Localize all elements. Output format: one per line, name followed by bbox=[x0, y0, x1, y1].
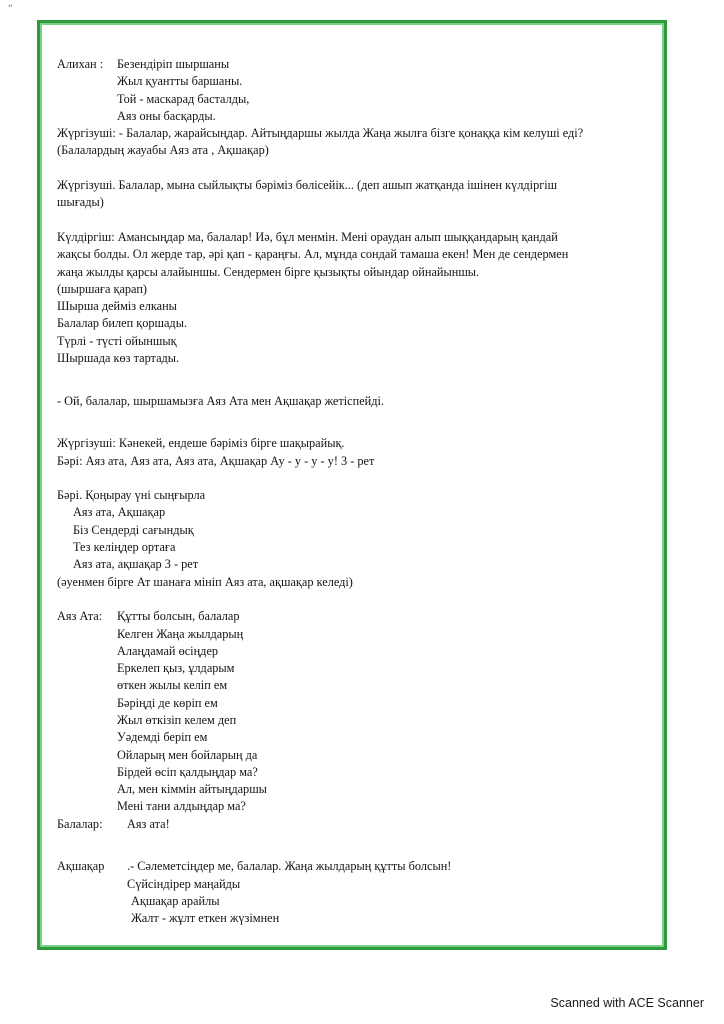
verse-line: Аяз ата! bbox=[127, 816, 170, 831]
host-line-2: (Балалардың жауабы Аяз ата , Ақшақар) bbox=[57, 143, 269, 158]
clown-line-5: Шырша дейміз елканы bbox=[57, 299, 177, 314]
host-gift-line-2: шығады) bbox=[57, 195, 104, 210]
verse-line: Құтты болсын, балалар bbox=[117, 609, 240, 624]
clown-line-8: Шыршада көз тартады. bbox=[57, 351, 180, 366]
ayaz-line-4: Еркелеп қыз, ұлдарым bbox=[117, 661, 235, 676]
ayaz-line-1 bbox=[57, 608, 657, 625]
host-line-1: Жүргізуші: - Балалар, жарайсыңдар. Айтыңдаршы жылда Жаңа жылға бізге қонаққа кім келуші еді? bbox=[57, 126, 584, 141]
alikhan-line-3: Той - маскарад басталды, bbox=[117, 91, 250, 106]
host-gift-line-1: Жүргізуші. Балалар, мына сыйлықты бәріміз бөлісейік... (деп ашып жатқанда ішінен күлдіргіш bbox=[57, 178, 558, 193]
speaker-alikhan: Алихан : bbox=[57, 57, 107, 71]
speaker-akshakar: Ақшақар bbox=[57, 859, 105, 874]
clown-line-3: жаңа жылды қарсы алайыншы. Сендермен бірге қызықты ойындар ойнайыншы. bbox=[57, 264, 480, 279]
alikhan-line-1 bbox=[57, 56, 657, 73]
ayaz-line-10: Бірдей өсіп қалдыңдар ма? bbox=[117, 764, 258, 779]
host-call-line: Жүргізуші: Кәнекей, ендеше бәріміз бірге шақырайық. bbox=[57, 436, 345, 451]
script-document bbox=[57, 56, 657, 928]
all-call-line: Бәрі: Аяз ата, Аяз ата, Аяз ата, Ақшақар Ау - у - у - у! 3 - рет bbox=[57, 453, 375, 468]
all-song-line-2: Аяз ата, Ақшақар bbox=[73, 505, 166, 520]
ayaz-line-3: Алаңдамай өсіңдер bbox=[117, 643, 219, 658]
akshakar-line-2: Сүйсіндірер маңайды bbox=[127, 876, 241, 891]
ayaz-line-6: Бәріңді де көріп ем bbox=[117, 695, 218, 710]
ayaz-line-12: Мені тани алдыңдар ма? bbox=[117, 799, 246, 814]
clown-line-1: Күлдіргіш: Амансыңдар ма, балалар! Иә, бұл менмін. Мені ораудан алып шыққандарың қандай bbox=[57, 229, 558, 244]
verse-line: .- Сәлеметсіңдер ме, балалар. Жаңа жылдарың құтты болсын! bbox=[127, 859, 452, 874]
akshakar-line-1 bbox=[57, 858, 657, 875]
ayaz-line-9: Ойларың мен бойларың да bbox=[117, 747, 258, 762]
ayaz-line-8: Уәдемді беріп ем bbox=[117, 730, 208, 745]
all-song-line-6: (әуенмен бірге Ат шанаға мініп Аяз ата, ақшақар келеді) bbox=[57, 574, 353, 589]
all-song-line-3: Біз Сендерді сағындық bbox=[73, 522, 194, 537]
ayaz-line-2: Келген Жаңа жылдарың bbox=[117, 626, 244, 641]
clown-line-2: жақсы болды. Ол жерде тар, әрі қап - қараңғы. Ал, мұнда сондай тамаша екен! Мен де сендермен bbox=[57, 247, 569, 262]
all-song-line-5: Аяз ата, ақшақар 3 - рет bbox=[73, 557, 199, 572]
speaker-children: Балалар: bbox=[57, 816, 103, 831]
akshakar-line-3: Ақшақар арайлы bbox=[131, 893, 220, 908]
speaker-ayaz: Аяз Ата: bbox=[57, 609, 103, 624]
corner-mark: “ bbox=[8, 4, 13, 14]
missing-guests-line: - Ой, балалар, шыршамызға Аяз Ата мен Ақшақар жетіспейді. bbox=[57, 393, 385, 408]
scanner-watermark: Scanned with ACE Scanner bbox=[550, 996, 704, 1010]
clown-line-6: Балалар билеп қоршады. bbox=[57, 316, 188, 331]
clown-line-7: Түрлі - түсті ойыншық bbox=[57, 333, 177, 348]
clown-line-4: (шыршаға қарап) bbox=[57, 281, 148, 296]
all-song-line-4: Тез келіңдер ортаға bbox=[73, 540, 176, 555]
ayaz-line-7: Жыл өткізіп келем деп bbox=[117, 712, 237, 727]
alikhan-line-4: Аяз оны басқарды. bbox=[117, 108, 216, 123]
all-song-line-1: Бәрі. Қоңырау үні сыңғырла bbox=[57, 488, 206, 503]
verse-line: Безендіріп шыршаны bbox=[117, 57, 230, 71]
akshakar-line-4: Жалт - жұлт еткен жүзімнен bbox=[131, 911, 280, 926]
ayaz-line-11: Ал, мен кіммін айтыңдаршы bbox=[117, 782, 267, 797]
children-line bbox=[57, 816, 657, 833]
alikhan-line-2: Жыл қуантты баршаны. bbox=[117, 74, 243, 89]
ayaz-line-5: өткен жылы келіп ем bbox=[117, 678, 228, 693]
